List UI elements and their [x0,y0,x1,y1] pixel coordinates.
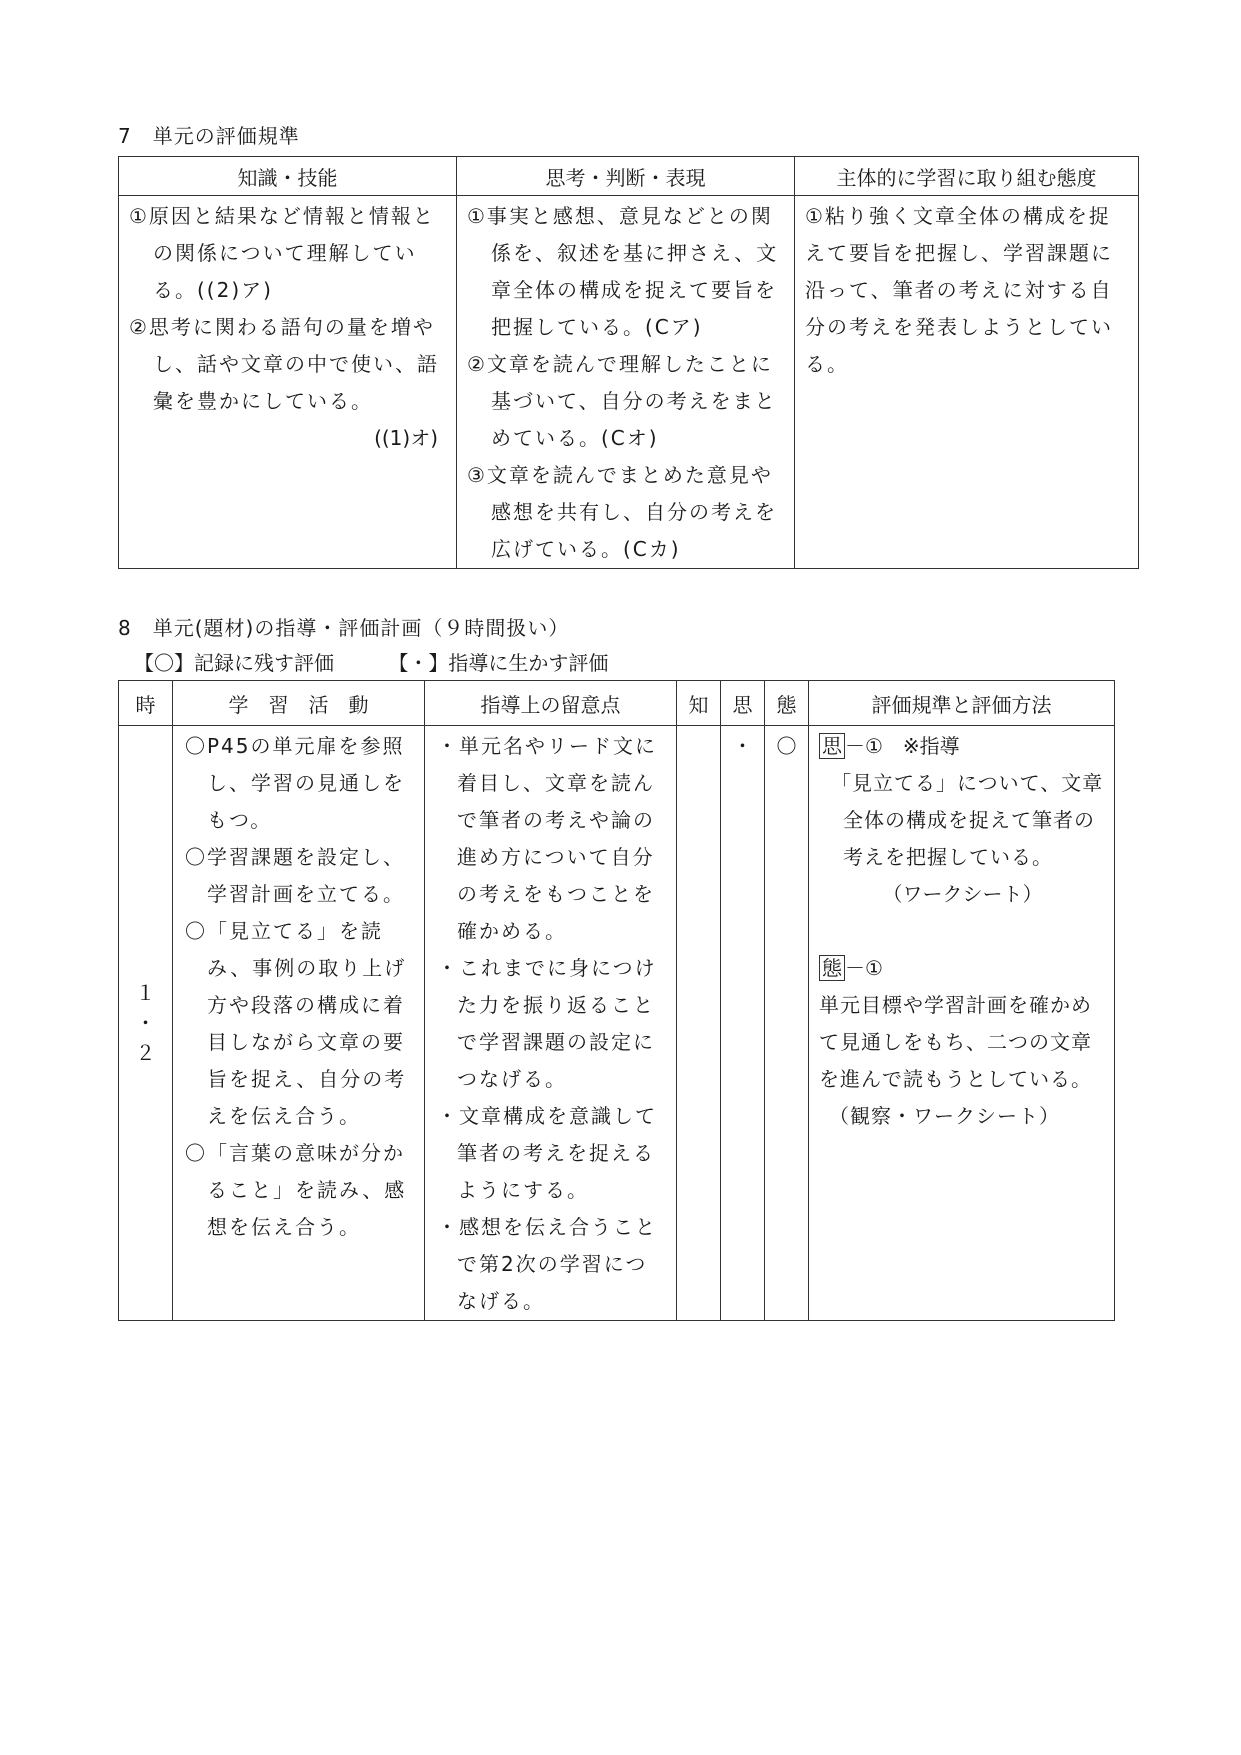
header-thinking: 思考・判断・表現 [457,157,795,196]
time-bottom: ２ [135,1041,156,1065]
eval1-text: 「見立てる」について、文章全体の構成を捉えて筆者の考えを把握している。 [831,771,1104,869]
legend-record: 【〇】記録に残す評価 [134,651,334,675]
activity-item-2: 〇学習課題を設定し、学習計画を立てる。 [185,845,405,906]
notes-cell [425,726,677,1321]
eval2-tag: 態 [819,955,845,981]
knowledge-note: ((1)オ) [374,426,438,450]
thinking-item-3: ③文章を読んでまとめた意見や感想を共有し、自分の考えを広げている。(Cカ) [467,463,777,561]
header-attitude: 主体的に学習に取り組む態度 [795,157,1139,196]
time-mid: ・ [135,1011,156,1035]
mark-thinking: ・ [721,726,765,1321]
eval1-num: －① ※指導 [845,734,960,758]
header-activity: 学 習 活 動 [173,681,425,726]
eval2-num: －① [845,956,883,980]
thinking-item-2: ②文章を読んで理解したことに基づいて、自分の考えをまとめている。(Cオ) [467,352,777,450]
header-thinking: 思 [721,681,765,726]
attitude-cell [795,196,1139,569]
eval1-head [819,728,1106,765]
thinking-item-1: ①事実と感想、意見などとの関係を、叙述を基に押さえ、文章全体の構成を捉えて要旨を把握している。(Cア) [467,204,779,339]
eval2-head [819,950,1106,987]
header-time: 時 [119,681,173,726]
legend-guide: 【・】指導に生かす評価 [388,651,609,675]
eval2-method: （観察・ワークシート） [829,1104,1060,1128]
note-item-4: ・感想を伝え合うことで第2次の学習につなげる。 [437,1215,657,1313]
activity-cell [173,726,425,1321]
note-item-1: ・単元名やリード文に着目し、文章を読んで筆者の考えや論の進め方について自分の考えをもつことを確かめる。 [437,734,657,943]
time-top: １ [135,981,156,1005]
evaluation-criteria-table [118,156,1139,569]
activity-item-1: 〇P45の単元扉を参照し、学習の見通しをもつ。 [185,734,405,832]
header-knowledge: 知識・技能 [119,157,457,196]
knowledge-cell [119,196,457,569]
activity-item-3: 〇「見立てる」を読み、事例の取り上げ方や段落の構成に着目しながら文章の要旨を捉え、自分の考えを伝え合う。 [185,919,407,1128]
section7-title: 7 単元の評価規準 [118,124,300,148]
knowledge-item-1: ①原因と結果など情報と情報との関係について理解している。((2)ア) [129,204,435,302]
mark-attitude: 〇 [765,726,809,1321]
header-evaluation: 評価規準と評価方法 [809,681,1115,726]
header-knowledge: 知 [677,681,721,726]
section8-title: 8 単元(題材)の指導・評価計画（９時間扱い） [118,616,570,640]
legend [134,647,656,676]
eval1-tag: 思 [819,733,845,759]
attitude-item-1: ①粘り強く文章全体の構成を捉えて要旨を把握し、学習課題に沿って、筆者の考えに対する自分の考えを発表しようとしている。 [805,204,1113,376]
knowledge-item-2: ②思考に関わる語句の量を増やし、話や文章の中で使い、語彙を豊かにしている。 [129,315,439,413]
evaluation-cell [809,726,1115,1321]
mark-knowledge [677,726,721,1321]
note-item-2: ・これまでに身につけた力を振り返ることで学習課題の設定につなげる。 [437,956,657,1091]
time-cell [119,726,173,1321]
header-attitude: 態 [765,681,809,726]
eval1-method: （ワークシート） [882,882,1043,906]
eval2-text: 単元目標や学習計画を確かめて見通しをもち、二つの文章を進んで読もうとしている。 [819,993,1092,1091]
teaching-plan-table [118,680,1115,1321]
header-notes: 指導上の留意点 [425,681,677,726]
spacer [819,913,1106,950]
thinking-cell [457,196,795,569]
note-item-3: ・文章構成を意識して筆者の考えを捉えるようにする。 [437,1104,657,1202]
activity-item-4: 〇「言葉の意味が分かること」を読み、感想を伝え合う。 [185,1141,407,1239]
